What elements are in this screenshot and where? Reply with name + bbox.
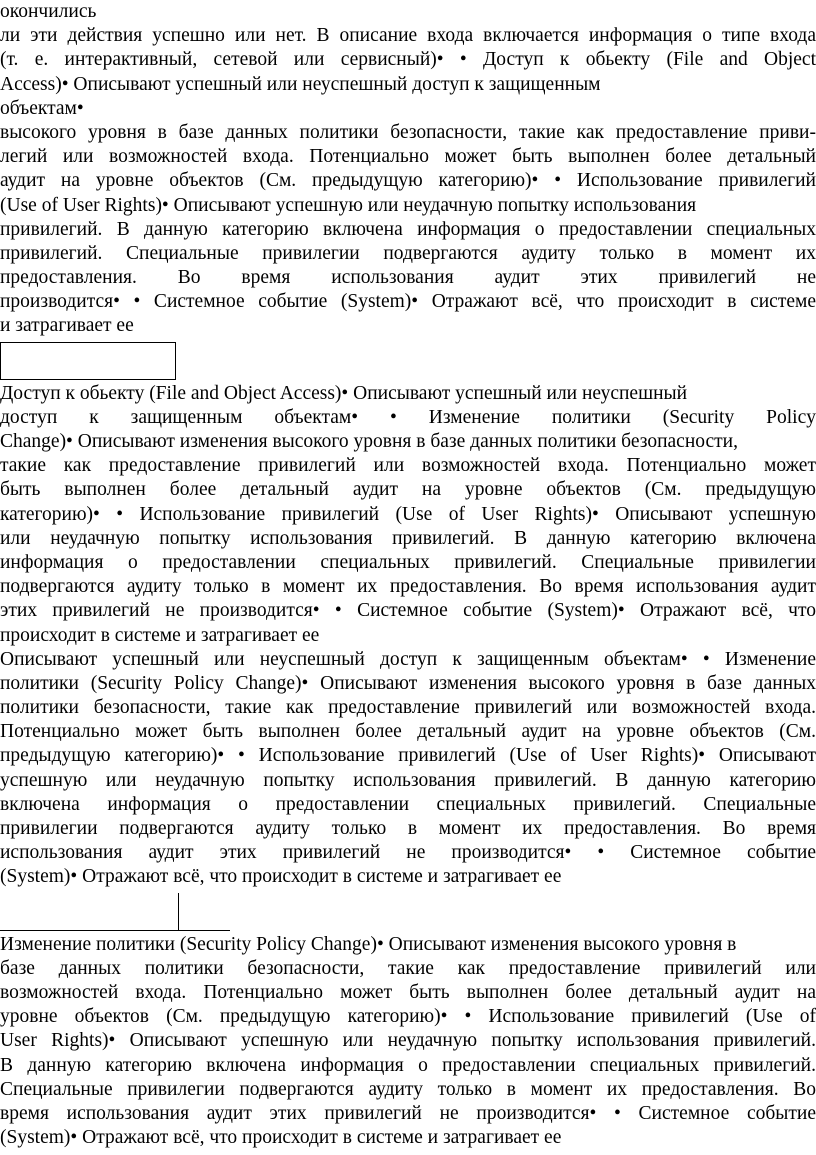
text-line: привилегии подвергаются аудиту только в момент их предоставления. Во время bbox=[0, 818, 816, 839]
divider bbox=[178, 893, 179, 931]
text-line: Изменение политики (Security Policy Change)• Описывают изменения высокого уровня в bbox=[0, 933, 737, 955]
text-line: информация о предоставлении специальных привилегий. Специальные привилегии bbox=[0, 551, 816, 573]
text-line: использования аудит этих привилегий не производится• • Системное событие bbox=[0, 842, 816, 864]
text-line: Access)• Описывают успешный или неуспешный доступ к защищенным bbox=[0, 73, 601, 95]
text-line: высокого уровня в базе данных политики безопасности, такие как предоставление приви- bbox=[0, 121, 816, 143]
text-line: аудит на уровне объектов (См. предыдущую категорию)• • Использование привилегий bbox=[0, 170, 816, 192]
text-line: Потенциально может быть выполнен более детальный аудит на уровне объектов (См. bbox=[0, 721, 816, 743]
text-line: окончились bbox=[0, 1, 97, 22]
empty-frame-2 bbox=[0, 893, 816, 931]
text-line: (т. е. интерактивный, сетевой или сервисный)• • Доступ к обьекту (File and Object bbox=[0, 49, 816, 71]
paragraph-block-2 bbox=[0, 382, 816, 648]
text-line: объектам• bbox=[0, 97, 84, 119]
text-line: базе данных политики безопасности, такие как предоставление привилегий или bbox=[0, 957, 816, 979]
text-line: предыдущую категорию)• • Использование привилегий (Use of User Rights)• Описывают bbox=[0, 745, 816, 767]
text-line: подвергаются аудиту только в момент их предоставления. Во время использования аудит bbox=[0, 576, 816, 598]
empty-box bbox=[0, 342, 176, 380]
empty-frame-1 bbox=[0, 342, 816, 380]
text-line: Доступ к обьекту (File and Object Access)• Описывают успешный или неуспешный bbox=[0, 382, 688, 404]
text-line: привилегий. В данную категорию включена информация о предоставлении специальных bbox=[0, 218, 816, 240]
text-line: Описывают успешный или неуспешный доступ к защищенным объектам• • Изменение bbox=[0, 648, 816, 670]
text-line: User Rights)• Описывают успешную или неудачную попытку использования привилегий. bbox=[0, 1030, 816, 1052]
text-line: (System)• Отражают всё, что происходит в системе и затрагивает ее bbox=[0, 866, 562, 888]
text-line: возможностей входа. Потенциально может быть выполнен более детальный аудит на bbox=[0, 981, 816, 1003]
text-line: В данную категорию включена информация о предоставлении специальных привилегий. bbox=[0, 1054, 816, 1076]
text-line: политики безопасности, такие как предоставление привилегий или возможностей входа. bbox=[0, 697, 816, 719]
text-line: предоставления. Во время использования аудит этих привилегий не bbox=[0, 267, 816, 289]
text-line: и затрагивает ее bbox=[0, 315, 134, 337]
text-line: этих привилегий не производится• • Системное событие (System)• Отражают всё, что bbox=[0, 600, 816, 622]
text-line: легий или возможностей входа. Потенциально может быть выполнен более детальный bbox=[0, 146, 816, 168]
paragraph-block-4 bbox=[0, 933, 816, 1151]
paragraph-block-1 bbox=[0, 0, 816, 339]
paragraph-block-3 bbox=[0, 648, 816, 890]
text-line: успешную или неудачную попытку использования привилегий. В данную категорию bbox=[0, 769, 816, 791]
text-line: быть выполнен более детальный аудит на уровне объектов (См. предыдущую bbox=[0, 479, 816, 501]
text-line: (Use of User Rights)• Описывают успешную или неудачную попытку использования bbox=[0, 194, 697, 216]
text-line: политики (Security Policy Change)• Описывают изменения высокого уровня в базе данных bbox=[0, 672, 816, 694]
empty-corner-lines bbox=[0, 893, 230, 931]
text-line: категорию)• • Использование привилегий (Use of User Rights)• Описывают успешную bbox=[0, 503, 816, 525]
text-line: уровне объектов (См. предыдущую категорию)• • Использование привилегий (Use of bbox=[0, 1006, 816, 1028]
text-line: ли эти действия успешно или нет. В описание входа включается информация о типе входа bbox=[0, 25, 816, 47]
text-line: включена информация о предоставлении специальных привилегий. Специальные bbox=[0, 793, 816, 815]
text-line: или неудачную попытку использования привилегий. В данную категорию включена bbox=[0, 527, 816, 549]
text-line: происходит в системе и затрагивает ее bbox=[0, 624, 320, 646]
text-line: (System)• Отражают всё, что происходит в системе и затрагивает ее bbox=[0, 1127, 562, 1149]
text-line: такие как предоставление привилегий или возможностей входа. Потенциально может bbox=[0, 455, 816, 477]
text-line: привилегий. Специальные привилегии подвергаются аудиту только в момент их bbox=[0, 242, 816, 264]
text-line: доступ к защищенным объектам• • Изменение политики (Security Policy bbox=[0, 406, 816, 428]
divider bbox=[0, 930, 230, 931]
text-line: производится• • Системное событие (System)• Отражают всё, что происходит в системе bbox=[0, 291, 816, 313]
text-line: Change)• Описывают изменения высокого уровня в базе данных политики безопасности, bbox=[0, 431, 738, 452]
text-line: Специальные привилегии подвергаются аудиту только в момент их предоставления. Во bbox=[0, 1078, 816, 1100]
text-line: время использования аудит этих привилегий не производится• • Системное событие bbox=[0, 1102, 816, 1124]
